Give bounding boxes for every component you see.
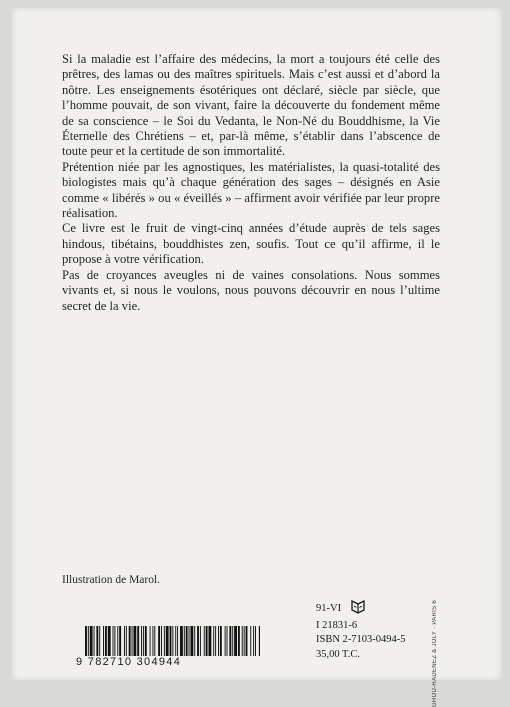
publication-info: [316, 600, 406, 662]
blurb-paragraph-1: Si la maladie est l’affaire des médecins, la mort a toujours été celle des prêtres, des lamas ou des maîtres spirituels. Mais c’est aussi et d’abord la nôtre. Les enseignements ésotériques ont déclaré, siècle par siècle, que l’homme pouvait, de son vivant, faire la découverte du fondement même de sa conscience – le Soi du Vedanta, le Non-Né du Bouddhisme, la Vie Éternelle des Chrétiens – et, par-là même, s’établir dans l’abscence de toute peur et la certitude de son immortalité.: [62, 52, 440, 159]
publisher-logo-icon: [350, 600, 366, 619]
barcode-digits: 9 782710 304944: [76, 656, 272, 668]
edition-code-row: [316, 600, 406, 619]
blurb-paragraph-3: Ce livre est le fruit de vingt-cinq années d’étude auprès de tels sages hindous, tibétains, bouddhistes zen, soufis. Tout ce qu’il affirme, il le propose à votre vérification.: [62, 221, 440, 267]
printer-imprint: GROU-RADENEZ & JOLY · PARIS 6: [432, 600, 438, 707]
book-back-cover: [12, 8, 502, 707]
blurb-paragraph-2: Prétention niée par les agnostiques, les matérialistes, la quasi-totalité des biologistes mais qu’à chaque génération des sages – désignés en Asie comme « libérés » ou « éveillés » – affirment avoir vérifiée par leur propre réalisation.: [62, 159, 440, 221]
price: 35,00 T.C.: [316, 648, 360, 660]
isbn: ISBN 2-7103-0494-5: [316, 634, 406, 646]
edition-code: 91-VI: [316, 603, 342, 614]
catalog-ref: I 21831-6: [316, 620, 358, 632]
blurb-text: [62, 52, 440, 314]
illustration-credit: Illustration de Marol.: [62, 574, 161, 586]
blurb-paragraph-4: Pas de croyances aveugles ni de vaines consolations. Nous sommes vivants et, si nous le voulons, nous pouvons découvrir en nous l’ultime secret de la vie.: [62, 267, 440, 313]
